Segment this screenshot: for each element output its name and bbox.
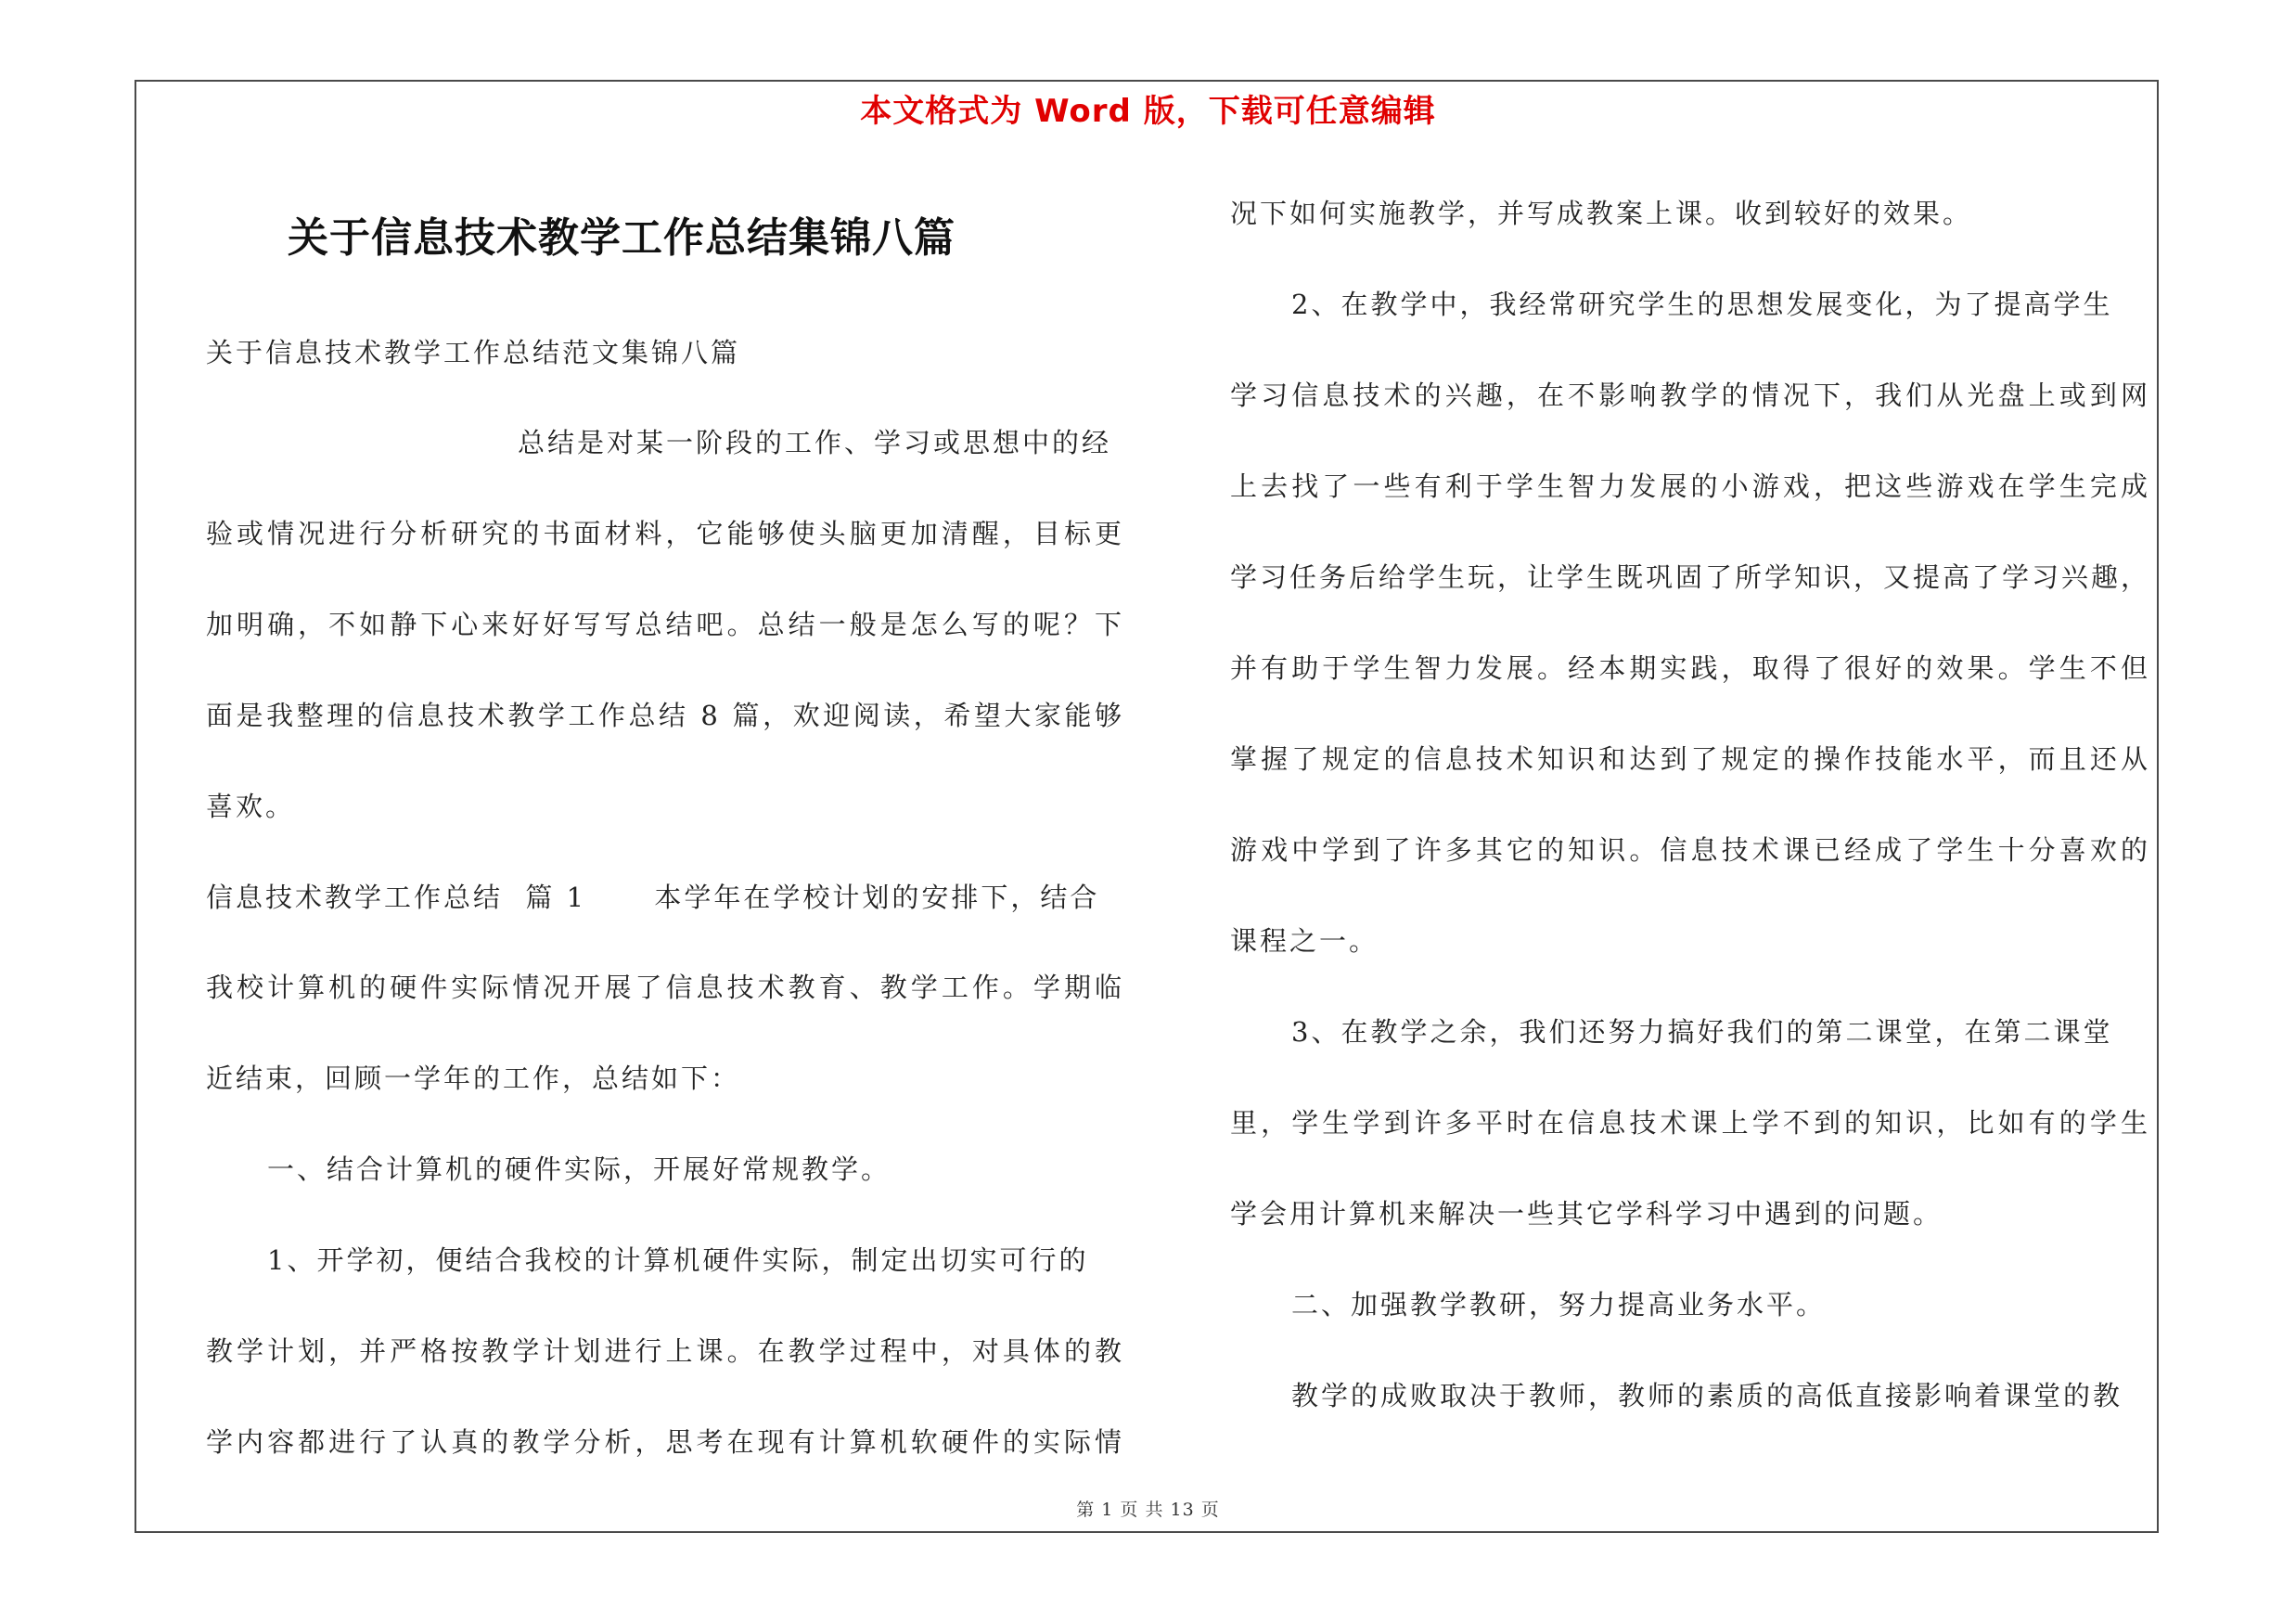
left-line: 近结束，回顾一学年的工作，总结如下： <box>206 1063 741 1094</box>
left-line: 加明确，不如静下心来好好写写总结吧。总结一般是怎么写的呢？下 <box>206 609 1124 640</box>
right-line: 况下如何实施教学，并写成教案上课。收到较好的效果。 <box>1230 198 1973 229</box>
left-line: 我校计算机的硬件实际情况开展了信息技术教育、教学工作。学期临 <box>206 972 1124 1003</box>
right-line: 里，学生学到许多平时在信息技术课上学不到的知识，比如有的学生 <box>1230 1107 2150 1139</box>
left-line: 信息技术教学工作总结 篇 1 本学年在学校计划的安排下，结合 <box>206 882 1100 913</box>
left-line: 一、结合计算机的硬件实际，开展好常规教学。 <box>267 1153 891 1185</box>
right-line: 掌握了规定的信息技术知识和达到了规定的操作技能水平，而且还从 <box>1230 743 2150 775</box>
right-line: 游戏中学到了许多其它的知识。信息技术课已经成了学生十分喜欢的 <box>1230 834 2150 866</box>
left-line: 1、开学初，便结合我校的计算机硬件实际，制定出切实可行的 <box>267 1244 1089 1276</box>
left-line: 关于信息技术教学工作总结范文集锦八篇 <box>206 337 741 368</box>
right-line: 并有助于学生智力发展。经本期实践，取得了很好的效果。学生不但 <box>1230 652 2150 684</box>
right-line: 3、在教学之余，我们还努力搞好我们的第二课堂，在第二课堂 <box>1291 1016 2113 1048</box>
left-line: 总结是对某一阶段的工作、学习或思想中的经 <box>518 427 1112 458</box>
right-line: 课程之一。 <box>1230 925 1379 957</box>
right-line: 教学的成败取决于教师，教师的素质的高低直接影响着课堂的教 <box>1291 1380 2123 1411</box>
format-banner: 本文格式为 Word 版，下载可任意编辑 <box>860 93 1436 130</box>
page-number: 第 1 页 共 13 页 <box>1076 1500 1220 1520</box>
right-line: 2、在教学中，我经常研究学生的思想发展变化，为了提高学生 <box>1291 289 2113 320</box>
right-line: 上去找了一些有利于学生智力发展的小游戏，把这些游戏在学生完成 <box>1230 470 2150 502</box>
left-line: 面是我整理的信息技术教学工作总结 8 篇，欢迎阅读，希望大家能够 <box>206 700 1124 731</box>
left-line: 喜欢。 <box>206 791 296 822</box>
left-line: 验或情况进行分析研究的书面材料，它能够使头脑更加清醒，目标更 <box>206 518 1124 549</box>
left-line: 学内容都进行了认真的教学分析，思考在现有计算机软硬件的实际情 <box>206 1426 1124 1458</box>
right-line: 二、加强教学教研，努力提高业务水平。 <box>1291 1289 1827 1320</box>
document-title: 关于信息技术教学工作总结集锦八篇 <box>288 214 956 262</box>
right-line: 学习信息技术的兴趣，在不影响教学的情况下，我们从光盘上或到网 <box>1230 380 2150 411</box>
left-line: 教学计划，并严格按教学计划进行上课。在教学过程中，对具体的教 <box>206 1335 1124 1367</box>
right-line: 学习任务后给学生玩，让学生既巩固了所学知识，又提高了学习兴趣， <box>1230 561 2151 593</box>
right-line: 学会用计算机来解决一些其它学科学习中遇到的问题。 <box>1230 1198 1943 1230</box>
